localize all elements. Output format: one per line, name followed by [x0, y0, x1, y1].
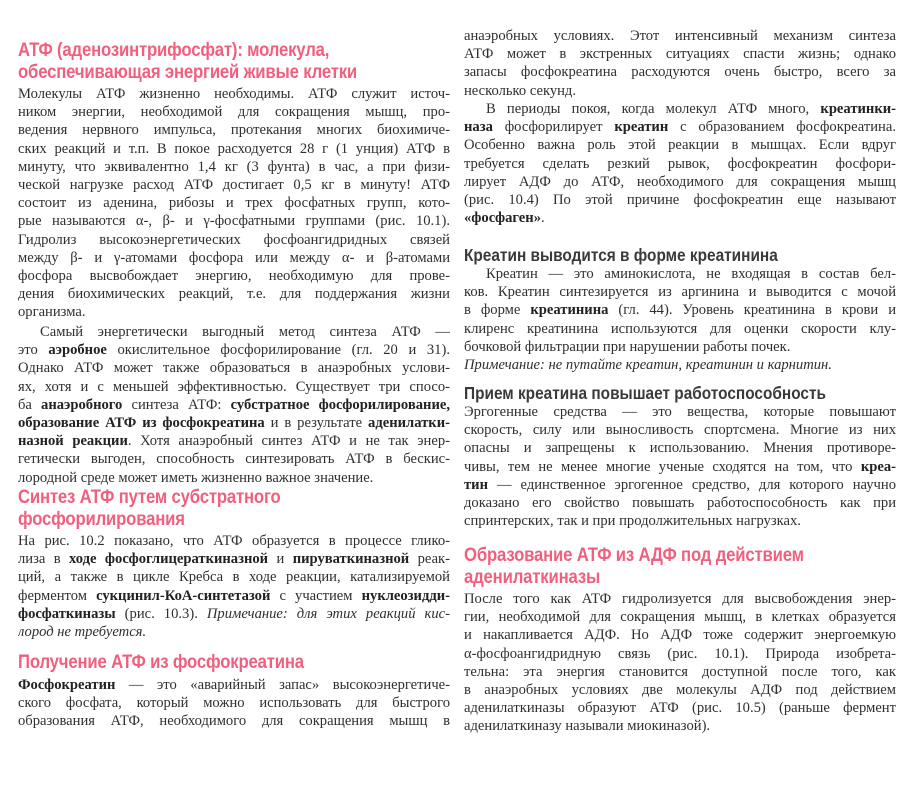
text-line: Особенно важна роль этой реакции в мышцах. Если вдруг	[464, 137, 896, 154]
text-line: α-фосфоангидридную связь (рис. 10.1). Природа изобрета-	[464, 645, 896, 662]
bold-term: нуклеозидди-	[361, 587, 450, 604]
bold-term: пируваткиназной	[292, 551, 410, 568]
text-line: лородной среде может иметь жизненно важное значение.	[18, 469, 374, 486]
bold-term: креа-	[860, 458, 896, 475]
text-line	[464, 356, 896, 374]
text-line	[18, 623, 450, 641]
heading-line: фосфорилирования	[18, 509, 185, 530]
text: ферментом	[18, 587, 97, 604]
text-line: фосфора высвобождает энергию, необходимую для прове-	[18, 268, 450, 285]
heading-line: Образование АТФ из АДФ под действием	[464, 545, 804, 566]
text: с образованием фосфокреатина.	[668, 119, 896, 136]
text-line: в анаэробных условиях две молекулы АДФ под действием	[464, 682, 896, 699]
text: это	[18, 342, 49, 359]
text-line: Самый энергетически выгодный метод синтеза АТФ —	[40, 324, 450, 340]
text-line	[18, 341, 450, 359]
text-line: Креатин — это аминокислота, не входящая в состав бел-	[486, 266, 896, 282]
text-line: Гидролиз высокоэнергетических фосфоангидридных связей	[18, 231, 450, 248]
text-line: После того как АТФ гидролизуется для высвобождения энер-	[464, 591, 896, 607]
text-line: АТФ может в экстренных ситуациях спасти жизнь; однако	[464, 46, 896, 63]
text-line	[464, 458, 896, 476]
heading-line: обеспечивающая энергией живые клетки	[18, 62, 358, 83]
bold-term: тин	[464, 476, 488, 493]
bold-term: «фосфаген»	[464, 210, 541, 227]
text: — это «аварийный запас» высокоэнергетиче-	[115, 677, 450, 693]
text-line: гетически выгоден, способность синтезировать АТФ в бескис-	[18, 451, 450, 468]
section-heading-phosphocreatine	[18, 652, 304, 674]
paragraph-atp-intro	[18, 85, 450, 322]
text-line: ского фосфата, который можно использовать для быстрого	[18, 695, 450, 712]
text-line: запасы фосфокреатина расходуются очень быстро, всего за	[464, 64, 896, 81]
text-line: спринтерских, так и при продолжительных нагрузках.	[464, 513, 801, 530]
text-line: анаэробных условиях. Этот интенсивный механизм синтеза	[464, 28, 896, 44]
text-line	[464, 209, 896, 227]
text: фосфорилирует	[492, 119, 615, 136]
text-line: несколько секунд.	[464, 82, 577, 99]
text-line: опасны и запрещены к использованию. Мнения противоре-	[464, 440, 896, 457]
section-heading-atp-molecule	[18, 40, 357, 84]
text-line: аденилаткиназы образуют АТФ (рис. 10.5) (раньше фермент	[464, 700, 896, 717]
note-italic: Примечание: не путайте креатин, креатинин и карнитин.	[464, 357, 832, 374]
text-line	[18, 676, 450, 694]
text-line: ведения нервного импульса, протекания многих биохимиче-	[18, 122, 450, 139]
bold-term: креатин	[614, 119, 669, 136]
paragraph-creatinine	[464, 265, 896, 374]
text: (рис. 10.3).	[115, 605, 207, 622]
text-line: (рис. 10.4) По этой причине фосфокреатин еще называют	[464, 192, 896, 209]
section-heading-creatinine: Креатин выводится в форме креатинина	[464, 245, 778, 265]
bold-term: ходе фосфоглицераткиназной	[69, 551, 269, 568]
paragraph-adenylate-kinase	[464, 590, 896, 736]
note-italic: лород не требуется.	[18, 624, 147, 641]
text: в форме	[464, 302, 531, 319]
text: — единственное эргогенное средство, для которого научно	[488, 476, 896, 493]
text-line: гии, необходимой для сокращения мышц, в клетках образуется	[464, 609, 896, 626]
bold-term: фосфаткиназы	[18, 605, 116, 622]
text: (гл. 44). Уровень креатинина в крови и	[608, 302, 896, 319]
text-line: ях, хотя и с меньшей эффективностью. Существует три спосо-	[18, 378, 450, 395]
bold-term: аэробное	[48, 342, 107, 359]
bold-term: субстратное фосфорилирование	[230, 396, 447, 413]
heading-line: аденилаткиназы	[464, 567, 601, 588]
text-line	[18, 605, 450, 623]
text-line: ба анаэробного синтеза АТФ: субстратное фосфорилирование,	[18, 396, 450, 413]
text-line: ских реакций и т.п. В покое расходуется 28 г (1 унция) АТФ в	[18, 140, 450, 157]
text-line	[464, 476, 896, 494]
text: и в результате	[264, 415, 369, 432]
text: лиза в	[18, 551, 70, 568]
text-line: требуется сделать резкий рывок, фосфокреатин фосфори-	[464, 155, 896, 172]
section-heading-adenylate-kinase	[464, 545, 804, 589]
text-line	[464, 100, 896, 118]
text-line: минуту, что эквивалентно 1,4 кг (3 фунта) в час, а при физи-	[18, 158, 450, 175]
text-line: состоит из аденина, рибозы и трех фосфатных групп, кото-	[18, 195, 450, 212]
section-heading-substrate-phosphorylation	[18, 487, 281, 531]
text-line: лирует АДФ до АТФ, необходимого для сокращения мышц	[464, 173, 896, 190]
paragraph-substrate-phosphorylation	[18, 532, 450, 641]
bold-term: креатинки-	[820, 101, 896, 117]
bold-term: наза	[464, 119, 493, 136]
note-italic: Примечание: для этих реакций кис-	[206, 605, 450, 622]
text: с участием	[270, 587, 362, 604]
text-line: тельна: эта энергия становится доступной после того, как	[464, 663, 896, 680]
text-line: Однако АТФ может также образоваться в анаэробных услови-	[18, 360, 450, 377]
heading-line: АТФ (аденозинтрифосфат): молекула,	[18, 40, 330, 61]
text-line: организма.	[18, 304, 86, 321]
text-line: рые называются α-, β- и γ-фосфатными группами (рис. 10.1).	[18, 213, 450, 230]
text-line	[18, 414, 450, 432]
heading-line: Синтез АТФ путем субстратного	[18, 487, 281, 508]
text-line	[464, 301, 896, 319]
text-line: ков. Креатин синтезируется из аргинина и выводится с мочой	[464, 284, 896, 301]
text-line: скорость, силу или выносливость спортсмена. Многие из них	[464, 422, 896, 439]
text-line	[18, 550, 450, 568]
paragraph-phosphocreatine	[18, 676, 450, 731]
bold-term: назной реакции	[18, 433, 128, 450]
text-line: На рис. 10.2 показано, что АТФ образуется в процессе глико-	[18, 533, 450, 549]
bold-term: сукцинил-КоА-синтетазой	[96, 587, 271, 604]
text-line	[18, 432, 450, 450]
text-line: доказано его свойство повышать работоспособность как при	[464, 495, 896, 512]
text: . Хотя анаэробный синтез АТФ и не так энер-	[127, 433, 450, 450]
text: В периоды покоя, когда молекул АТФ много,	[486, 101, 821, 117]
bold-term: образование АТФ из фосфокреатина	[18, 415, 265, 432]
paragraph-phosphocreatine-continued	[464, 27, 896, 100]
text-line: и накапливается АДФ. Но АДФ тоже содержит энергоемкую	[464, 627, 896, 644]
bold-term: аденилатки-	[368, 415, 450, 432]
text-line	[464, 118, 896, 136]
paragraph-creatine-kinase	[464, 100, 896, 227]
text-line: дения биохимических реакций, т.е. для поддержания жизни	[18, 286, 450, 303]
text: реак-	[409, 551, 450, 568]
paragraph-creatine-performance	[464, 403, 896, 530]
text-line: бочковой фильтрации при нарушении работы почек.	[464, 338, 791, 355]
text: чивы, тем не менее многие ученые сходятся на том, что	[464, 458, 861, 475]
section-heading-creatine-performance: Прием креатина повышает работоспособность	[464, 383, 826, 403]
text-line: аденилаткиназу называли миокиназой).	[464, 718, 711, 735]
text-line: Молекулы АТФ жизненно необходимы. АТФ служит источ-	[18, 86, 450, 102]
text: синтеза АТФ:	[122, 396, 231, 413]
text-line: ником энергии, необходимой для сокращения мышц, про-	[18, 104, 450, 121]
heading-line: Получение АТФ из фосфокреатина	[18, 652, 304, 673]
bold-term: Фосфокреатин	[18, 677, 116, 693]
text: ба	[18, 396, 42, 413]
text-line: клиренс креатинина используются для оценки скорости клу-	[464, 320, 896, 337]
text-line: Эргогенные средства — это вещества, которые повышают	[464, 404, 896, 420]
text: и	[268, 551, 293, 568]
bold-term: креатинина	[530, 302, 609, 319]
bold-term: анаэробного	[41, 396, 123, 413]
text-line: между β- и γ-атомами фосфора или между α- и β-атомами	[18, 249, 450, 266]
text-line: ций, а также в цикле Кребса в ходе реакции, катализируемой	[18, 569, 450, 586]
text: .	[541, 210, 545, 227]
text-line: образования АТФ, необходимого для сокращения мышц в	[18, 713, 450, 730]
paragraph-atp-synthesis-methods	[18, 323, 450, 487]
text: окислительное фосфорилирование (гл. 20 и 31).	[106, 342, 450, 359]
text-line	[18, 587, 450, 605]
text-line: ческой нагрузке расход АТФ достигает 0,5 кг в минуту! АТФ	[18, 177, 450, 194]
